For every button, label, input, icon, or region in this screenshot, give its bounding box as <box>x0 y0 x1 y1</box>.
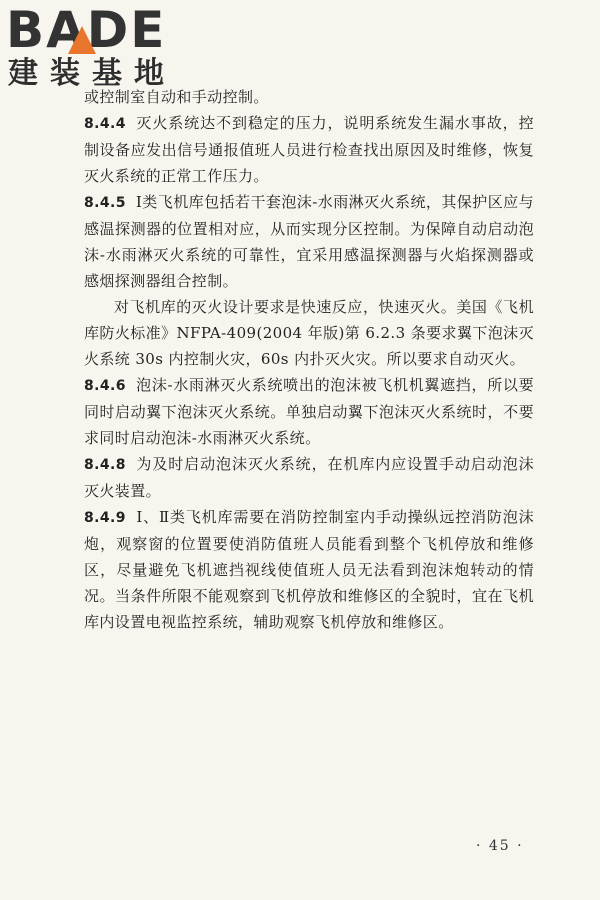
page-number: · 45 · <box>476 838 524 854</box>
clause-text: Ⅰ、Ⅱ类飞机库需要在消防控制室内手动操纵远控消防泡沫炮，观察窗的位置要使消防值班人员能看到整个飞机停放和维修区，尽量避免飞机遮挡视线使值班人员无法看到泡沫炮转动的情况。当条件所限不能观察到飞机停放和维修区的全貌时，宜在飞机库内设置电视监控系统，辅助观察飞机停放和维修区。 <box>84 508 534 631</box>
clause-text: 为及时启动泡沫灭火系统，在机库内应设置手动启动泡沫灭火装置。 <box>84 455 534 500</box>
clause-number: 8.4.4 <box>84 116 126 132</box>
clause-8-4-4 <box>84 110 534 189</box>
clause-8-4-5 <box>84 189 534 294</box>
paragraph-continuation <box>84 84 534 110</box>
logo-subtitle: 建装基地 <box>8 56 176 91</box>
clause-number: 8.4.9 <box>84 510 126 526</box>
logo-accent-triangle <box>68 26 96 54</box>
bade-logo <box>6 2 176 94</box>
paragraph-explanation <box>84 294 534 372</box>
clause-text: 灭火系统达不到稳定的压力，说明系统发生漏水事故，控制设备应发出信号通报值班人员进行检查找出原因及时维修，恢复灭火系统的正常工作压力。 <box>84 114 534 185</box>
page-body <box>84 84 534 635</box>
paragraph-text: 或控制室自动和手动控制。 <box>84 88 269 106</box>
clause-8-4-9 <box>84 504 534 635</box>
clause-text: 泡沫-水雨淋灭火系统喷出的泡沫被飞机机翼遮挡，所以要同时启动翼下泡沫灭火系统。单独启动翼下泡沫灭火系统时，不要求同时启动泡沫-水雨淋灭火系统。 <box>84 376 534 447</box>
clause-text: Ⅰ类飞机库包括若干套泡沫-水雨淋灭火系统，其保护区应与感温探测器的位置相对应，从而实现分区控制。为保障自动启动泡沫-水雨淋灭火系统的可靠性，宜采用感温探测器与火焰探测器或感烟探测器组合控制。 <box>84 193 534 290</box>
clause-8-4-8 <box>84 451 534 504</box>
paragraph-text: 对飞机库的灭火设计要求是快速反应，快速灭火。美国《飞机库防火标准》NFPA-409(2004 年版)第 6.2.3 条要求翼下泡沫灭火系统 30s 内控制火灾，60s 内扑灭火灾。所以要求自动灭火。 <box>84 298 534 368</box>
clause-number: 8.4.8 <box>84 457 126 473</box>
clause-number: 8.4.5 <box>84 195 126 211</box>
logo-brand-text: BADE <box>6 1 167 59</box>
clause-number: 8.4.6 <box>84 378 126 394</box>
clause-8-4-6 <box>84 372 534 451</box>
